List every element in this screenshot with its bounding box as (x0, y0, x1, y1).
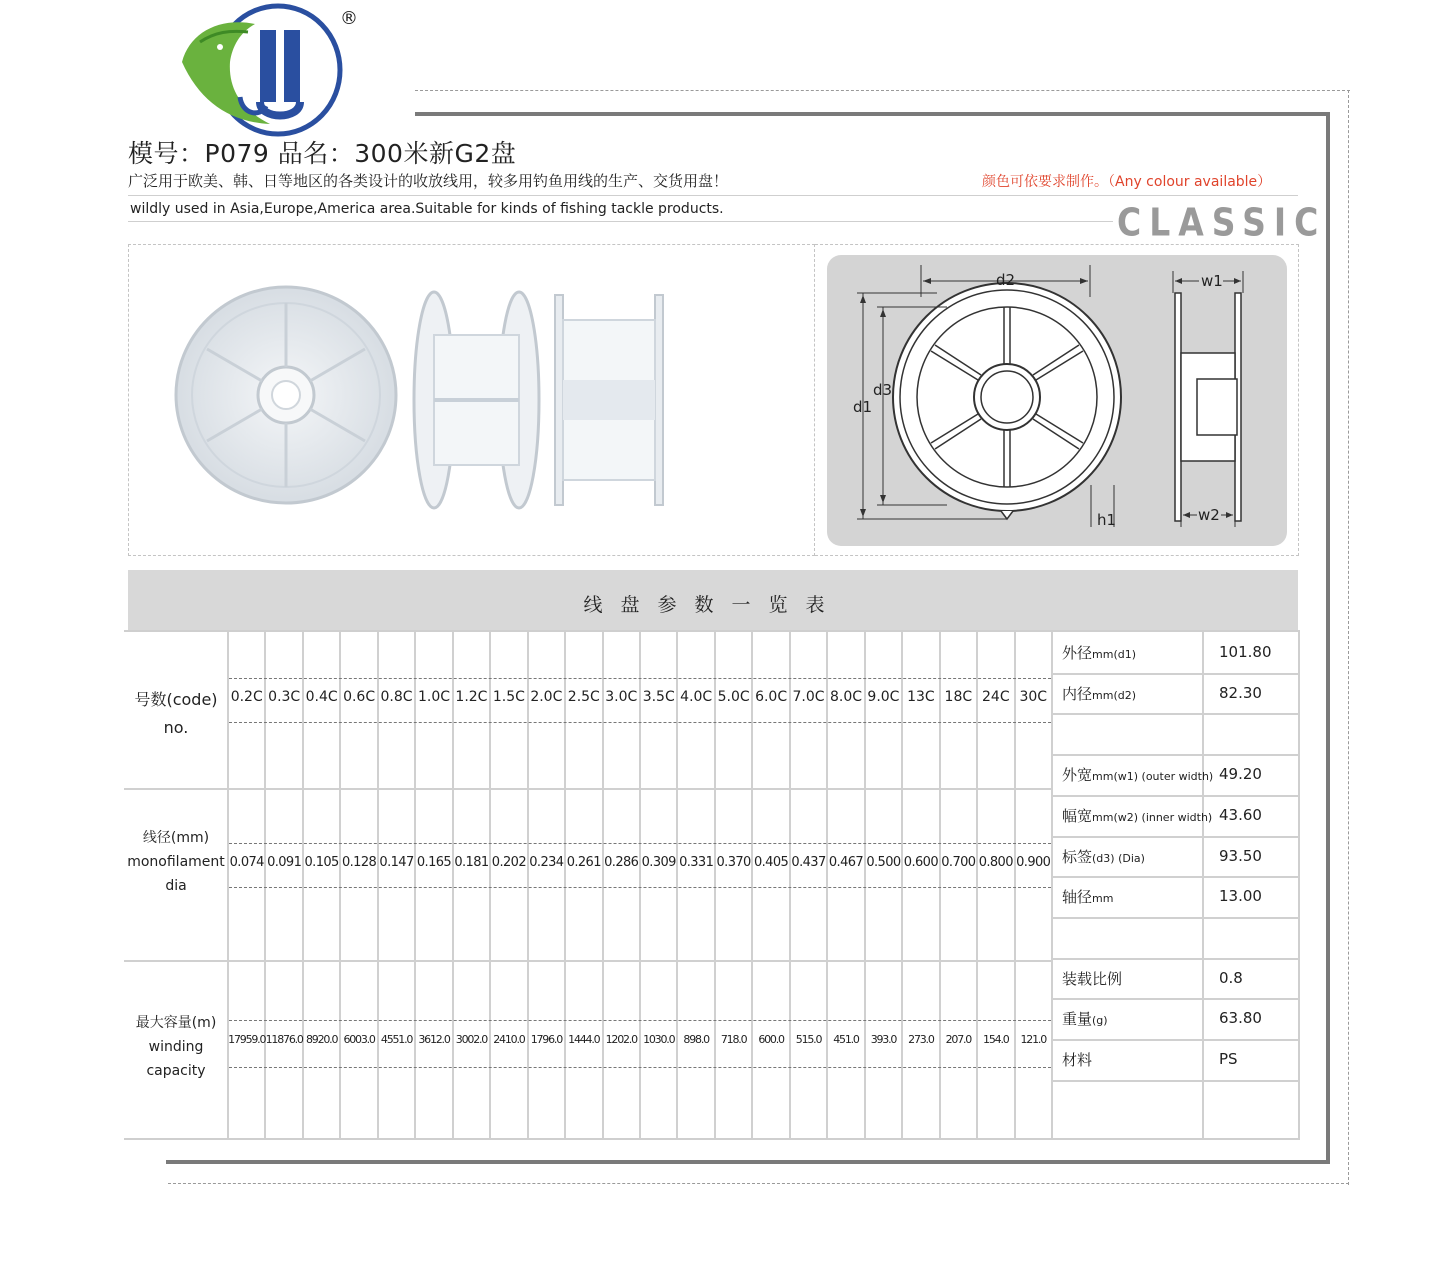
spec-label-text: 装载比例 (1062, 970, 1123, 988)
diameter-cell: 0.105 (304, 855, 339, 870)
grid-column-line (901, 632, 903, 1138)
code-cell: 6.0C (755, 689, 788, 705)
spec-label (1062, 805, 1212, 826)
spec-row-line (1052, 1039, 1298, 1041)
capacity-cell: 121.0 (1020, 1033, 1046, 1046)
spec-value: 82.30 (1219, 684, 1262, 702)
spool-dimension-drawing (827, 255, 1287, 546)
spec-label-text: 外径 (1062, 644, 1093, 662)
grid-row-line (228, 960, 1052, 962)
code-cell: 5.0C (717, 689, 750, 705)
capacity-cell: 1444.0 (568, 1033, 600, 1046)
diameter-cell: 0.309 (641, 855, 676, 870)
diameter-cell: 0.370 (716, 855, 751, 870)
dashed-row-line (229, 678, 1051, 679)
diameter-cell: 0.074 (229, 855, 264, 870)
grid-column-line (452, 632, 454, 1138)
d2-label: d2 (996, 271, 1016, 289)
spec-label-text: 内径 (1062, 685, 1093, 703)
code-cell: 7.0C (792, 689, 825, 705)
spec-value: 43.60 (1219, 806, 1262, 824)
grid-column-line (377, 632, 379, 1138)
grid-row-line (228, 788, 1052, 790)
spec-row-line (1052, 713, 1298, 715)
capacity-cell: 1030.0 (643, 1033, 675, 1046)
code-cell: 1.2C (455, 689, 488, 705)
spec-value: 13.00 (1219, 887, 1262, 905)
grid-column-line (714, 632, 716, 1138)
capacity-cell: 8920.0 (305, 1033, 338, 1046)
spec-label (1062, 968, 1122, 989)
spec-label-text: 材料 (1062, 1051, 1093, 1069)
code-cell: 2.5C (567, 689, 600, 705)
diameter-cell: 0.800 (978, 855, 1013, 870)
diameter-cell: 0.500 (866, 855, 901, 870)
diameter-cell: 0.261 (566, 855, 601, 870)
spec-row-line (1052, 998, 1298, 1000)
row-label-diameter-line3: dia (165, 878, 187, 894)
grid-column-line (414, 632, 416, 1138)
capacity-cell: 273.0 (908, 1033, 934, 1046)
capacity-cell: 1202.0 (605, 1033, 637, 1046)
spool-photo-illustration (129, 245, 816, 557)
grid-column-line (602, 632, 604, 1138)
code-cell: 24C (982, 689, 1010, 705)
registered-mark: ® (340, 8, 358, 29)
code-cell: 30C (1019, 689, 1048, 705)
code-cell: 0.2C (230, 689, 263, 705)
spec-value: 0.8 (1219, 969, 1243, 987)
spec-row-line (1052, 958, 1298, 960)
frame-top-bar (415, 112, 1330, 116)
spec-row-line (1052, 917, 1298, 919)
diameter-cell: 0.181 (454, 855, 489, 870)
spec-label (1062, 1008, 1108, 1029)
spec-label-unit: mm(w2) (inner width) (1092, 811, 1213, 824)
spec-label-unit: (d3) (Dia) (1092, 852, 1145, 865)
diameter-cell: 0.600 (903, 855, 938, 870)
capacity-cell: 2410.0 (493, 1033, 525, 1046)
code-cell: 1.5C (492, 689, 525, 705)
capacity-cell: 207.0 (945, 1033, 972, 1046)
spec-value: PS (1219, 1050, 1238, 1068)
spec-label-unit: mm(d1) (1092, 648, 1137, 661)
series-label: CLASSIC (1117, 200, 1327, 245)
table-title: 线盘参数一览表 (583, 594, 843, 616)
grid-column-line (939, 632, 941, 1138)
grid-column-line (789, 632, 791, 1138)
code-cell: 4.0C (680, 689, 713, 705)
grid-column-line (1014, 632, 1016, 1138)
row-label-diameter (124, 826, 228, 898)
diameter-cell: 0.202 (491, 855, 526, 870)
grid-column-line (564, 632, 566, 1138)
spec-row-line (1052, 836, 1298, 838)
dashed-row-line (229, 1067, 1051, 1068)
grid-row-line (124, 960, 228, 962)
code-cell: 1.0C (417, 689, 451, 705)
frame-dashed-bottom (168, 1183, 1349, 1184)
spec-row-line (1052, 876, 1298, 878)
spec-label-text: 外宽 (1062, 766, 1093, 784)
code-cell: 0.8C (380, 689, 413, 705)
description-chinese: 广泛用于欧美、韩、日等地区的各类设计的收放线用，较多用钓鱼用线的生产、交货用盘！ (128, 172, 729, 190)
spec-row-line (1052, 795, 1298, 797)
grid-column-line (639, 632, 641, 1138)
grid-column-line (264, 632, 266, 1138)
product-photo-panel (128, 244, 815, 556)
capacity-cell: 898.0 (683, 1033, 709, 1046)
row-label-capacity-line2: winding (148, 1039, 204, 1055)
spec-label-unit: mm(w1) (outer width) (1092, 770, 1214, 783)
grid-column-line (676, 632, 678, 1138)
spec-value: 93.50 (1219, 847, 1262, 865)
dashed-row-line (229, 843, 1051, 844)
grid-column-line (864, 632, 866, 1138)
row-label-diameter-line1: 线径(mm) (142, 830, 210, 846)
row-label-capacity-line1: 最大容量(m) (135, 1015, 217, 1031)
diameter-cell: 0.147 (379, 855, 414, 870)
diameter-cell: 0.286 (604, 855, 639, 870)
diameter-cell: 0.437 (791, 855, 826, 870)
spec-label-text: 标签 (1062, 848, 1093, 866)
capacity-cell: 3612.0 (418, 1033, 450, 1046)
spec-label (1062, 764, 1213, 785)
capacity-cell: 11876.0 (265, 1033, 303, 1046)
code-cell: 9.0C (867, 689, 900, 705)
capacity-cell: 1796.0 (530, 1033, 562, 1046)
table-title-bar (128, 570, 1298, 630)
frame-dashed-top (415, 90, 1350, 91)
diameter-cell: 0.467 (828, 855, 864, 870)
row-label-code (124, 686, 228, 742)
grid-column-line (826, 632, 828, 1138)
spec-label-unit: mm(d2) (1092, 689, 1137, 702)
capacity-cell: 4551.0 (380, 1033, 413, 1046)
row-label-diameter-line2: monofilament (127, 854, 225, 870)
w1-label: w1 (1201, 272, 1223, 290)
spec-value: 49.20 (1219, 765, 1262, 783)
spec-column-line (1202, 632, 1204, 1138)
diameter-cell: 0.331 (679, 855, 714, 870)
grid-column-line (1051, 632, 1053, 1138)
capacity-cell: 393.0 (870, 1033, 897, 1046)
spec-label-text: 轴径 (1062, 888, 1093, 906)
diameter-cell: 0.165 (416, 855, 452, 870)
spec-label (1062, 1049, 1092, 1070)
frame-bottom-bar (166, 1160, 1330, 1164)
capacity-cell: 451.0 (833, 1033, 859, 1046)
dashed-row-line (229, 722, 1051, 723)
diameter-cell: 0.234 (529, 855, 564, 870)
spec-value: 63.80 (1219, 1009, 1262, 1027)
row-label-code-line1: 号数(code) (134, 690, 218, 709)
code-cell: 3.5C (642, 689, 675, 705)
diameter-cell: 0.405 (753, 855, 789, 870)
diameter-cell: 0.128 (341, 855, 377, 870)
row-label-capacity (124, 1011, 228, 1083)
code-cell: 13C (907, 689, 935, 705)
code-cell: 3.0C (605, 689, 638, 705)
diameter-cell: 0.091 (267, 855, 302, 870)
capacity-cell: 154.0 (983, 1033, 1009, 1046)
brand-logo (160, 2, 360, 142)
spec-label-unit: (g) (1092, 1014, 1108, 1027)
code-cell: 0.6C (343, 689, 376, 705)
d3-label: d3 (873, 381, 893, 399)
capacity-cell: 17959.0 (228, 1033, 266, 1046)
page-title: 模号：P079 品名：300米新G2盘 (128, 139, 517, 168)
dashed-row-line (229, 1020, 1051, 1021)
code-cell: 18C (944, 689, 973, 705)
spec-value: 101.80 (1219, 643, 1272, 661)
code-cell: 0.4C (305, 689, 338, 705)
spec-row-line (1052, 1080, 1298, 1082)
spec-row-line (1052, 673, 1298, 675)
spec-label-unit: mm (1092, 892, 1114, 905)
spec-label-text: 幅宽 (1062, 807, 1093, 825)
code-cell: 0.3C (268, 689, 301, 705)
technical-diagram (827, 255, 1287, 546)
spec-label (1062, 846, 1145, 867)
description-english: wildly used in Asia,Europe,America area.Suitable for kinds of fishing tackle products. (130, 201, 724, 217)
grid-column-line (527, 632, 529, 1138)
grid-column-line (976, 632, 978, 1138)
row-label-capacity-line3: capacity (146, 1063, 206, 1079)
spec-label (1062, 683, 1136, 704)
capacity-cell: 718.0 (720, 1033, 747, 1046)
diameter-cell: 0.700 (941, 855, 976, 870)
frame-dashed-right (1348, 90, 1349, 1185)
spec-label-text: 重量 (1062, 1010, 1093, 1028)
capacity-cell: 515.0 (795, 1033, 822, 1046)
diameter-cell: 0.900 (1016, 855, 1051, 870)
frame-right-bar (1326, 112, 1330, 1164)
code-cell: 2.0C (530, 689, 563, 705)
capacity-cell: 3002.0 (455, 1033, 488, 1046)
grid-column-line (339, 632, 341, 1138)
dashed-row-line (229, 887, 1051, 888)
divider (128, 221, 1113, 222)
spec-row-line (1052, 754, 1298, 756)
spec-label (1062, 642, 1136, 663)
grid-row-line (124, 788, 228, 790)
parameter-table (124, 630, 1300, 1140)
capacity-cell: 6003.0 (343, 1033, 375, 1046)
w2-label: w2 (1198, 506, 1220, 524)
code-cell: 8.0C (829, 689, 863, 705)
grid-column-line (751, 632, 753, 1138)
row-label-code-line2: no. (163, 718, 189, 737)
capacity-cell: 600.0 (758, 1033, 784, 1046)
h1-label: h1 (1097, 511, 1117, 529)
colour-note: 颜色可依要求制作。（Any colour available） (982, 174, 1272, 190)
d1-label: d1 (853, 398, 873, 416)
spec-label (1062, 886, 1113, 907)
grid-column-line (302, 632, 304, 1138)
divider (128, 195, 1298, 196)
grid-column-line (489, 632, 491, 1138)
